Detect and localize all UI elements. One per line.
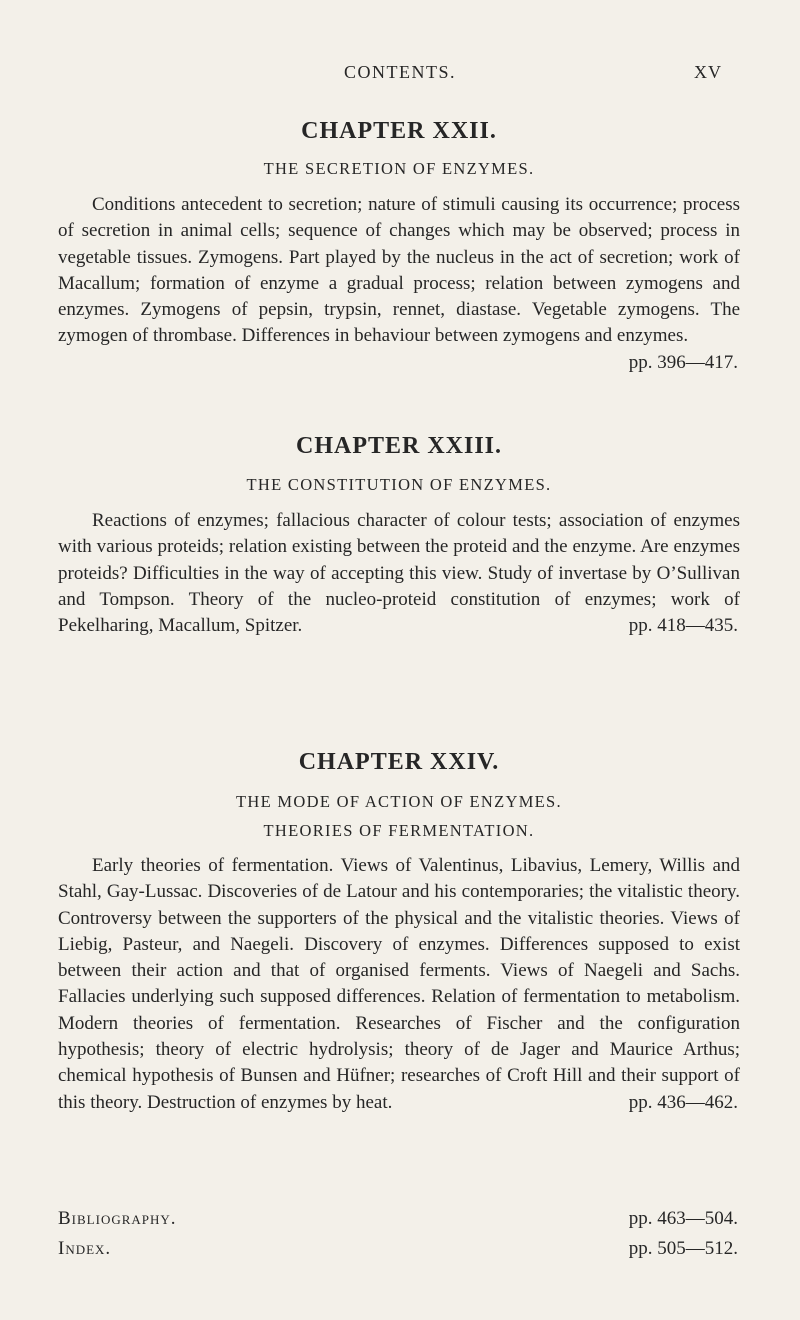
chapter-summary <box>58 192 740 373</box>
chapter-summary <box>58 508 740 639</box>
chapter-subtitle: THE MODE OF ACTION OF ENZYMES. <box>236 792 562 811</box>
chapter-summary <box>58 853 740 1116</box>
bibliography-pages: pp. 463—504. <box>628 1208 738 1229</box>
chapter-summary-text: Conditions antecedent to secretion; nature of stimuli causing its occurrence; process of secretion in animal cells; sequence of changes which may be observed; process in vegetable tissues. Zymogens. Part played by the nucleus in the act of secretion; work of Macallum; formation of enzyme a gradual process; relation between zymogens and enzymes. Zymogens of pepsin, trypsin, rennet, diastase. Vegetable zymogens. The zymogen of thrombase. Differences in behaviour between zymogens and enzymes. <box>58 194 740 347</box>
chapter-xxii <box>58 118 740 376</box>
index-label: Index. <box>58 1238 112 1259</box>
page-range: pp. 396—417. <box>628 351 738 373</box>
chapter-subtitle-secondary: THEORIES OF FERMENTATION. <box>263 821 535 840</box>
chapter-xxiv <box>58 749 740 1116</box>
back-matter <box>58 1208 740 1268</box>
page-range: pp. 436—462. <box>628 1091 738 1113</box>
chapter-heading: CHAPTER XXII. <box>301 118 497 144</box>
chapter-summary-text: Early theories of fermentation. Views of Valentinus, Libavius, Lemery, Willis and Stahl, Gay-Lussac. Discoveries of de Latour and his contemporaries; the vitalistic theory. Controversy between the supporters of the physical and the vitalistic theories. Views of Liebig, Pasteur, and Naegeli. Discovery of enzymes. Differences supposed to exist between their action and that of organised ferments. Views of Naegeli and Sachs. Fallacies underlying such supposed differences. Relation of fermentation to metabolism. Modern theories of fermentation. Researches of Fischer and the configuration hypothesis; theory of electric hydrolysis; theory of de Jager and Maurice Arthus; chemical hypothesis of Bunsen and Hüfner; researches of Croft Hill and their support of this theory. Destruction of enzymes by heat. <box>58 855 740 1113</box>
running-head <box>0 62 800 84</box>
chapter-heading: CHAPTER XXIV. <box>298 749 500 775</box>
bibliography-entry <box>58 1208 740 1238</box>
page-range: pp. 418—435. <box>628 615 738 637</box>
chapter-summary-text: Reactions of enzymes; fallacious character of colour tests; association of enzymes with various proteids; relation existing between the proteid and the enzyme. Are enzymes proteids? Difficulties in the way of accepting this view. Study of invertase by O’Sullivan and Tompson. Theory of the nucleo-proteid constitution of enzymes; work of Pekelharing, Macallum, Spitzer. <box>58 510 740 637</box>
chapter-subtitle: THE CONSTITUTION OF ENZYMES. <box>246 475 552 494</box>
page-number: XV <box>694 62 722 82</box>
chapter-xxiii <box>58 433 740 639</box>
chapter-heading: CHAPTER XXIII. <box>295 433 503 459</box>
index-pages: pp. 505—512. <box>628 1238 738 1259</box>
index-entry <box>58 1238 740 1268</box>
running-title: CONTENTS. <box>344 62 456 82</box>
bibliography-label: Bibliography. <box>58 1208 177 1229</box>
chapter-subtitle: THE SECRETION OF ENZYMES. <box>263 159 535 178</box>
